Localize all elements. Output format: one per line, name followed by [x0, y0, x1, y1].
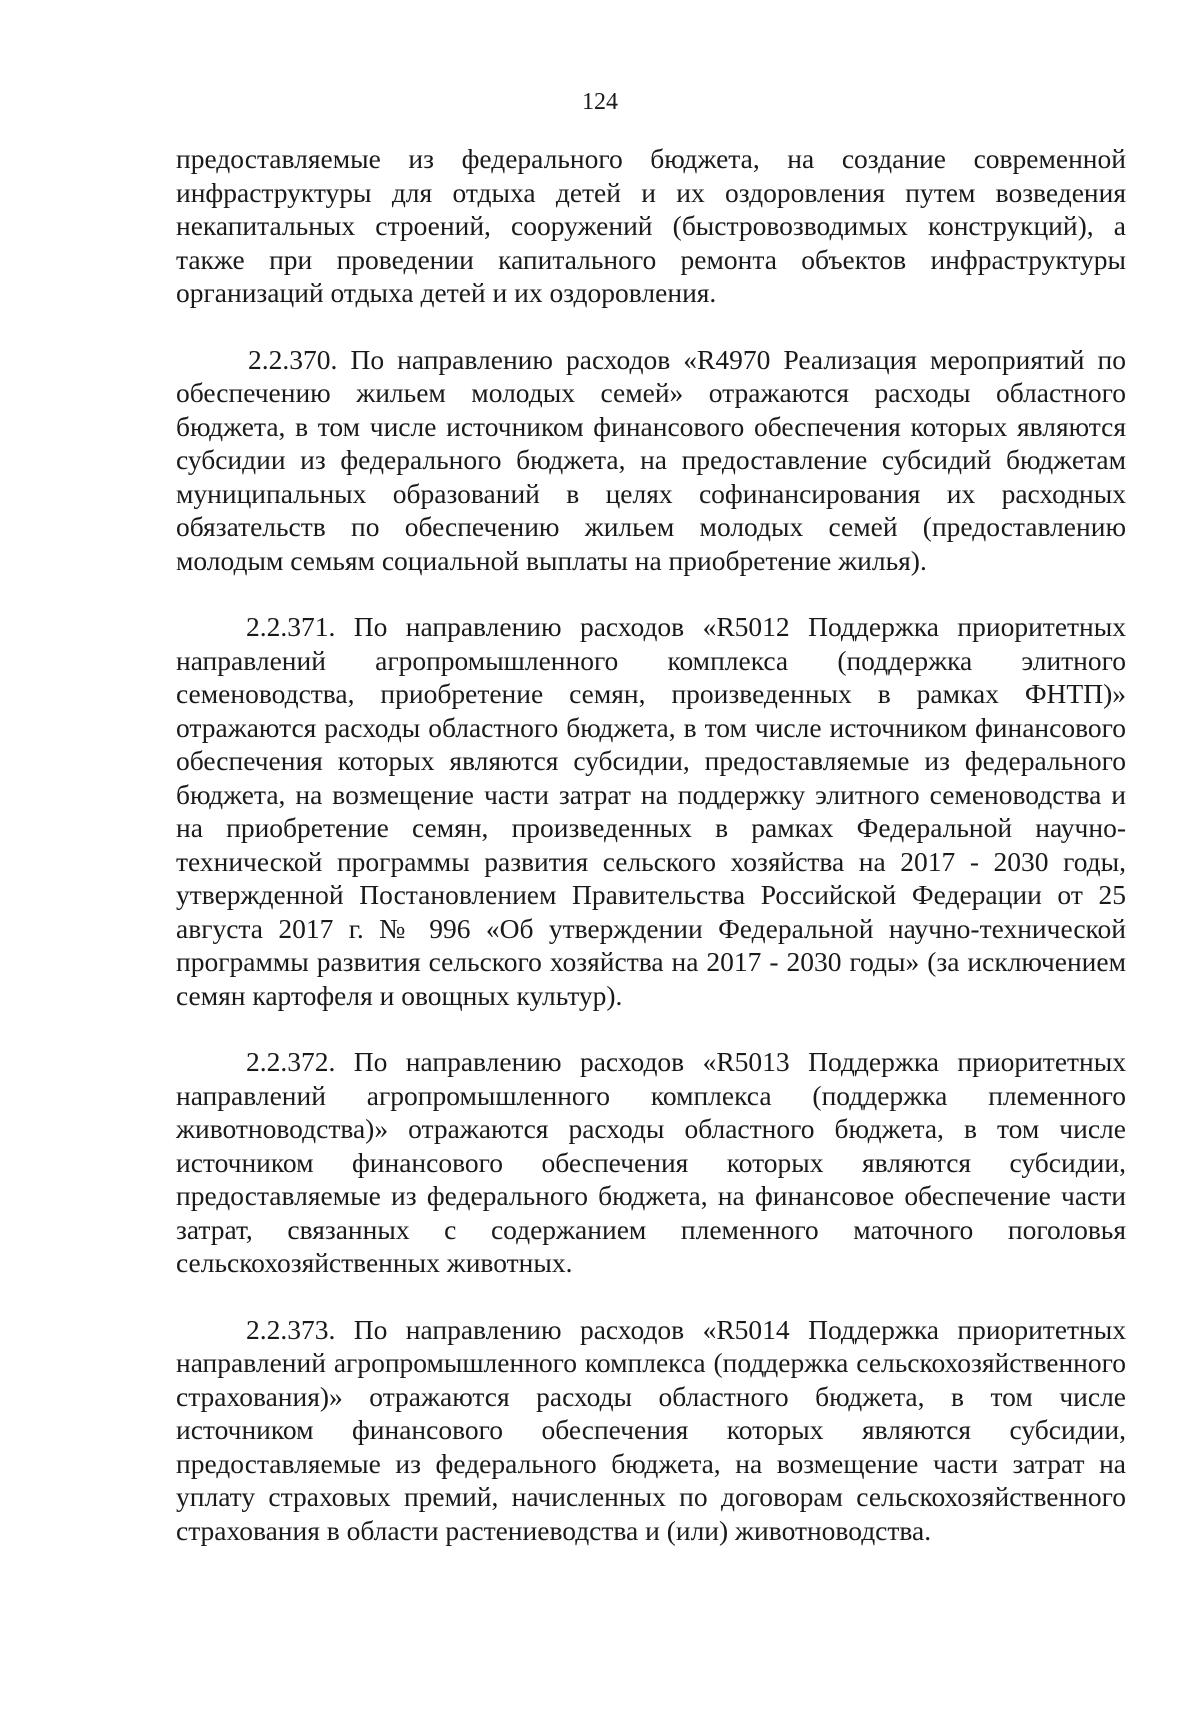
paragraph-2-2-370: 2.2.370. По направлению расходов «R4970 Реализация мероприятий по обеспечению жильем молодых семей» отражаются расходы областного бюджета, в том числе источником финансового обеспечения которых являются субсидии из федерального бюджета, на предоставление субсидий бюджетам муниципальных образований в целях софинансирования их расходных обязательств по обеспечению жильем молодых семей (предоставлению молодым семьям социальной выплаты на приобретение жилья). [176, 343, 1126, 576]
paragraph-continuation: предоставляемые из федерального бюджета, на создание современной инфраструктуры для отдыха детей и их оздоровления путем возведения некапитальных строений, сооружений (быстровозводимых конструкций), а также при проведении капитального ремонта объектов инфраструктуры организаций отдыха детей и их оздоровления. [176, 143, 1126, 308]
paragraph-2-2-372: 2.2.372. По направлению расходов «R5013 Поддержка приоритетных направлений агропромышленного комплекса (поддержка племенного животноводства)» отражаются расходы областного бюджета, в том числе источником финансового обеспечения которых являются субсидии, предоставляемые из федерального бюджета, на финансовое обеспечение части затрат, связанных с содержанием племенного маточного поголовья сельскохозяйственных животных. [176, 1046, 1126, 1278]
document-body [176, 142, 1126, 1547]
page-number: 124 [582, 89, 618, 115]
paragraph-2-2-371: 2.2.371. По направлению расходов «R5012 Поддержка приоритетных направлений агропромышленного комплекса (поддержка элитного семеноводства, приобретение семян, произведенных в рамках ФНТП)» отражаются расходы областного бюджета, в том числе источником финансового обеспечения которых являются субсидии, предоставляемые из федерального бюджета, на возмещение части затрат на поддержку элитного семеноводства и на приобретение семян, произведенных в рамках Федеральной научно-технической программы развития сельского хозяйства на 2017 - 2030 годы, утвержденной Постановлением Правительства Российской Федерации от 25 августа 2017 г. № 996 «Об утверждении Федеральной научно-технической программы развития сельского хозяйства на 2017 - 2030 годы» (за исключением семян картофеля и овощных культур). [176, 611, 1126, 1011]
paragraph-2-2-373: 2.2.373. По направлению расходов «R5014 Поддержка приоритетных направлений агропромышленного комплекса (поддержка сельскохозяйственного страхования)» отражаются расходы областного бюджета, в том числе источником финансового обеспечения которых являются субсидии, предоставляемые из федерального бюджета, на возмещение части затрат на уплату страховых премий, начисленных по договорам сельскохозяйственного страхования в области растениеводства и (или) животноводства. [176, 1313, 1126, 1546]
